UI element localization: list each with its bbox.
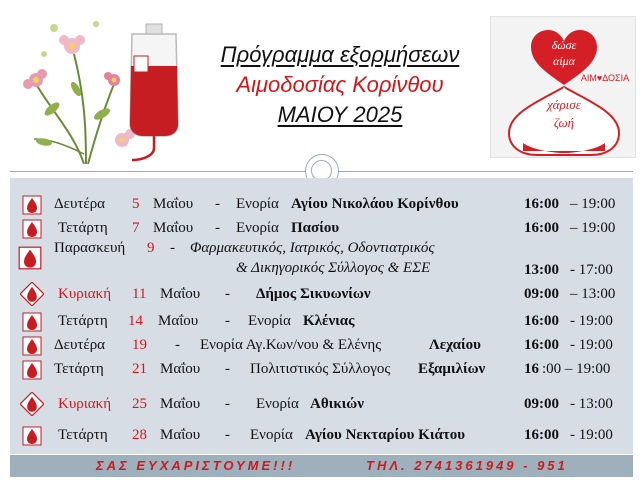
row-day: Τετάρτη [58,427,108,443]
poster-month: ΜΑΙΟΥ 2025 [277,102,403,127]
row-end-time: - 19:00 [570,427,613,443]
header [0,0,643,170]
row-end-time: - 19:00 [570,313,613,329]
row-dash: - [215,196,220,212]
row-place: Εξαμιλίων [418,361,486,377]
blood-drop-icon [18,246,42,270]
row-day: Κυριακή [58,396,112,412]
row-day: Τετάρτη [58,313,108,329]
blood-drop-icon [22,219,42,239]
row-month: Μαΐου [160,396,201,412]
row-end-time: – 13:00 [570,286,616,302]
blood-drop-icon [22,336,42,356]
row-day: Τετάρτη [58,220,108,236]
row-place-prefix: Ενορία [248,313,291,329]
row-dash: - [225,427,230,443]
row-place-prefix: Ενορία [236,220,279,236]
row-place: Πασίου [291,220,340,236]
row-place: Αγίου Νεκταρίου Κιάτου [305,427,466,443]
row-place: Κλένιας [303,313,355,329]
schedule-row [10,394,633,416]
row-place-line1: Φαρμακευτικός, Ιατρικός, Οδοντιατρικός [190,240,435,256]
footer-bar [10,455,633,477]
blood-drop-icon [20,392,44,416]
row-place-prefix: Ενορία [250,427,293,443]
row-dash: - [225,396,230,412]
row-date: 7 [132,220,140,236]
row-date: 21 [132,361,147,377]
heart-logo-icon [491,17,637,159]
row-place-line2: & Δικηγορικός Σύλλογος & ΕΣΕ [236,260,431,276]
logo-line4: ζωή [553,115,575,130]
schedule-row [10,194,633,216]
row-date: 28 [132,427,147,443]
row-dash: - [225,313,230,329]
row-start-time: 16:00 [524,337,559,353]
logo-line3: χάρισε [547,97,581,112]
row-month: Μαΐου [160,427,201,443]
row-dash: - [215,220,220,236]
blood-drop-icon [22,195,42,215]
footer-thanks: ΣΑΣ ΕΥΧΑΡΙΣΤΟΥΜΕ!!! [96,458,296,473]
row-place: Αγίου Νικολάου Κορίνθου [291,196,459,212]
logo-brand: ΑΙΜ♥ΔΟΣΙΑ [580,73,630,83]
row-date: 14 [128,313,143,329]
schedule-row [10,218,633,240]
blood-drop-icon [22,312,42,332]
row-date: 25 [132,396,147,412]
row-place: Αθικιών [310,396,364,412]
logo-line1: δώσε [551,38,577,52]
row-month: Μαΐου [160,286,201,302]
row-place-prefix: Ενορία Αγ.Κων/νου & Ελένης [200,337,382,353]
row-end-time: - 17:00 [570,262,613,278]
schedule-row [10,311,633,333]
row-end-time: - 19:00 [570,337,613,353]
row-start-time: 16:00 [524,313,559,329]
row-day: Παρασκευή [54,240,126,256]
row-day: Κυριακή [58,286,112,302]
row-place-prefix: Ενορία [236,196,279,212]
schedule-row [10,335,633,357]
poster-subtitle: Αιμοδοσίας Κορίνθου [236,72,444,97]
footer-phone: ΤΗΛ. 2741361949 - 951 [366,458,568,473]
poster-title: Πρόγραμμα εξορμήσεων [220,42,460,67]
row-end-time: – 19:00 [570,220,616,236]
row-start-time: 16:00 [524,427,559,443]
row-start-time: 16:00 [524,196,559,212]
row-end-time: - 13:00 [570,396,613,412]
row-day: Δευτέρα [54,196,106,212]
row-start-time: 16:00 [524,220,559,236]
blood-donation-logo [490,16,636,158]
row-month: Μαΐου [160,361,201,377]
blood-bag-flowers-illustration [14,14,190,164]
logo-line2: αίμα [553,54,575,68]
row-place: Λεχαίου [429,337,481,353]
row-dash: - [175,337,180,353]
blood-drop-icon [22,360,42,380]
row-start-time: 09:00 [524,396,559,412]
schedule-row [10,284,633,306]
row-start-time: 13:00 [524,262,559,278]
row-day: Δευτέρα [54,337,106,353]
row-start-time: 16 [524,361,539,377]
title-block [190,40,490,130]
row-dash: - [225,286,230,302]
schedule-row [10,359,633,381]
row-month: Μαΐου [153,220,194,236]
row-date: 19 [132,337,147,353]
row-end-time: :00 – 19:00 [542,361,611,377]
row-place-prefix: Ενορία [256,396,299,412]
schedule-row [10,425,633,447]
schedule-panel [10,178,633,454]
row-dash: - [225,361,230,377]
row-month: Μαΐου [153,196,194,212]
blood-drop-icon [20,282,44,306]
blood-drop-icon [22,426,42,446]
row-place-prefix: Πολιτιστικός Σύλλογος [250,361,391,377]
row-place: Δήμος Σικυωνίων [256,286,371,302]
row-date: 9 [147,240,155,256]
row-date: 11 [132,286,147,302]
row-end-time: – 19:00 [570,196,616,212]
row-day: Τετάρτη [54,361,104,377]
row-dash: - [170,240,175,256]
row-start-time: 09:00 [524,286,559,302]
schedule-row [10,238,633,282]
row-date: 5 [132,196,140,212]
row-month: Μαΐου [158,313,199,329]
